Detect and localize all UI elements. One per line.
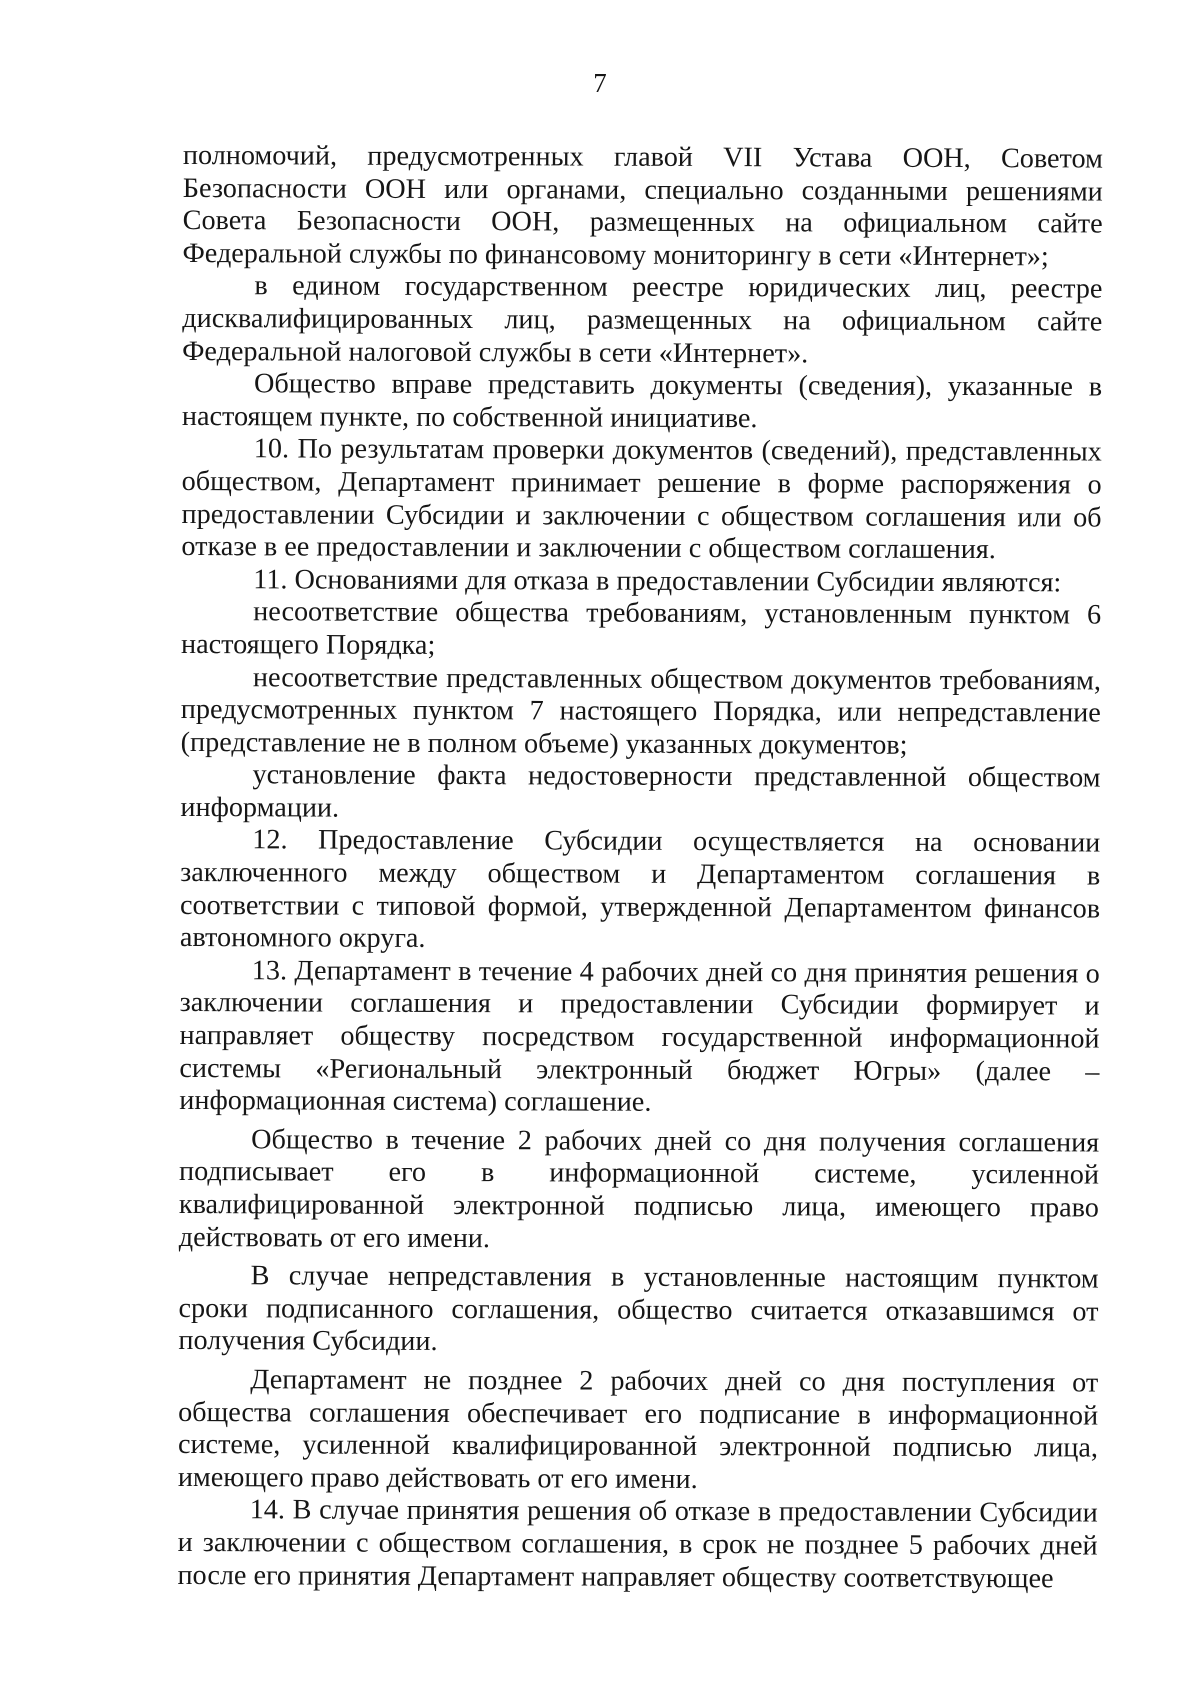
paragraph-11-item-1: несоответствие общества требованиям, установленным пунктом 6 настоящего Порядка; (181, 596, 1102, 661)
paragraph-continuation: полномочий, предусмотренных главой VII Устава ООН, Советом Безопасности ООН или органами, специально созданными решениями Совета Безопасности ООН, размещенных на официальном сайте Федеральной службы по финансовому мониторингу в сети «Интернет»; (182, 140, 1103, 273)
document-body (177, 140, 1103, 1596)
paragraph-14: 14. В случае принятия решения об отказе в предоставлении Субсидии и заключении с обществом соглашения, в срок не позднее 5 рабочих дней после его принятия Департамент направляет обществу соответствующее (177, 1494, 1098, 1594)
paragraph-13-refusal: В случае непредставления в установленные настоящим пунктом сроки подписанного соглашения, общество считается отказавшимся от получения Субсидии. (178, 1260, 1099, 1358)
paragraph-13: 13. Департамент в течение 4 рабочих дней со дня принятия решения о заключении соглашения и предоставлении Субсидии формирует и направляет обществу посредством государственной информационной системы «Региональный электронный бюджет Югры» (далее – информационная система) соглашение. (179, 955, 1100, 1119)
paragraph-11-item-3: установление факта недостоверности представленной обществом информации. (180, 759, 1101, 824)
paragraph-13-department-signing: Департамент не позднее 2 рабочих дней со дня поступления от общества соглашения обеспечивает его подписание в информационной системе, усиленной квалифицированной электронной подписью лица, имеющего право действовать от его имени. (177, 1364, 1099, 1495)
paragraph-13-signing: Общество в течение 2 рабочих дней со дня получения соглашения подписывает его в информационной системе, усиленной квалифицированной электронной подписью лица, имеющего право действовать от его имени. (178, 1124, 1100, 1254)
paragraph-egrul-registry: в едином государственном реестре юридических лиц, реестре дисквалифицированных лиц, размещенных на официальном сайте Федеральной налоговой службы в сети «Интернет». (182, 270, 1103, 369)
paragraph-own-initiative: Общество вправе представить документы (сведения), указанные в настоящем пункте, по собственной инициативе. (181, 368, 1103, 434)
paragraph-11-item-2: несоответствие представленных обществом документов требованиям, предусмотренных пунктом 7 настоящего Порядка, или непредставление (представление не в полном объеме) указанных документов; (180, 661, 1101, 761)
paragraph-11: 11. Основаниями для отказа в предоставлении Субсидии являются: (253, 563, 1062, 599)
paragraph-12: 12. Предоставление Субсидии осуществляется на основании заключенного между обществом и Департаментом соглашения в соответствии с типовой формой, утвержденной Департаментом финансов автономного округа. (179, 824, 1101, 955)
paragraph-10: 10. По результатам проверки документов (сведений), представленных обществом, Департамент принимает решение в форме распоряжения о предоставлении Субсидии и заключении с обществом соглашения или об отказе в ее предоставлении и заключении с обществом соглашения. (181, 433, 1102, 566)
page-number: 7 (593, 68, 607, 98)
